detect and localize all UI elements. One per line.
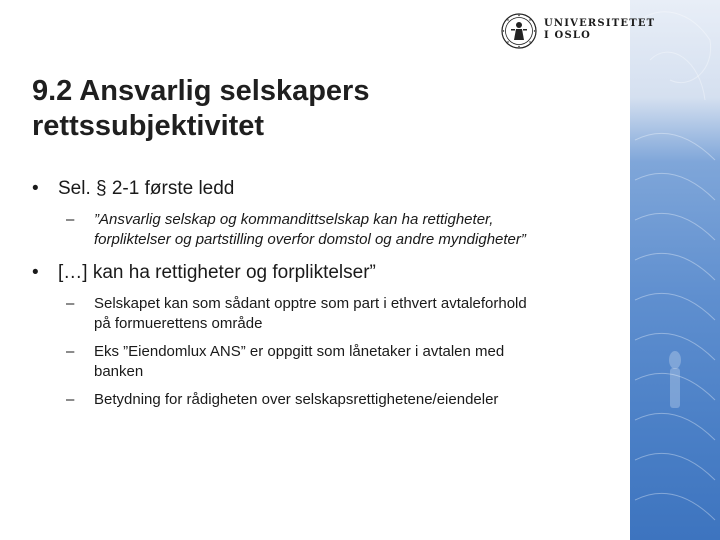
bullet-marker: •	[32, 178, 39, 199]
university-logo	[500, 12, 656, 54]
sub-bullet-line: ”Ansvarlig selskap og kommandittselskap kan ha rettigheter,	[94, 211, 494, 228]
sub-bullet-line: forpliktelser og partstilling overfor domstol og andre myndigheter”	[94, 231, 526, 248]
logo-line-2: I OSLO	[544, 30, 592, 41]
bullet-text: […] kan ha rettigheter og forpliktelser”	[58, 262, 376, 283]
logo-line-1: UNIVERSITETET	[544, 18, 656, 29]
sub-bullet-text	[94, 210, 624, 250]
dash-marker: –	[66, 391, 75, 408]
sub-bullet-text	[94, 390, 624, 410]
sub-bullet-text	[94, 342, 624, 382]
dash-marker: –	[66, 295, 75, 312]
dash-marker: –	[66, 343, 75, 360]
decorative-pattern-icon	[630, 0, 720, 540]
dash-marker: –	[66, 211, 75, 228]
sub-bullet-line: Eks ”Eiendomlux ANS” er oppgitt som lånetaker i avtalen med	[94, 343, 505, 360]
sub-bullet-line: på formuerettens område	[94, 315, 263, 332]
sub-bullet-line: Selskapet kan som sådant opptre som part i ethvert avtaleforhold	[94, 295, 527, 312]
sub-bullet-text	[94, 294, 624, 334]
decorative-side-strip	[630, 0, 720, 540]
logo-text	[544, 18, 655, 42]
bullet-marker: •	[32, 262, 39, 283]
sub-bullet-line: Betydning for rådigheten over selskapsrettighetene/eiendeler	[94, 391, 499, 408]
university-seal-icon	[500, 12, 538, 50]
sub-bullet-line: banken	[94, 363, 144, 380]
bullet-text: Sel. § 2-1 første ledd	[58, 178, 235, 199]
title-line-2: rettssubjektivitet	[32, 110, 265, 142]
slide-title	[32, 74, 592, 144]
title-line-1: 9.2 Ansvarlig selskapers	[32, 75, 370, 107]
